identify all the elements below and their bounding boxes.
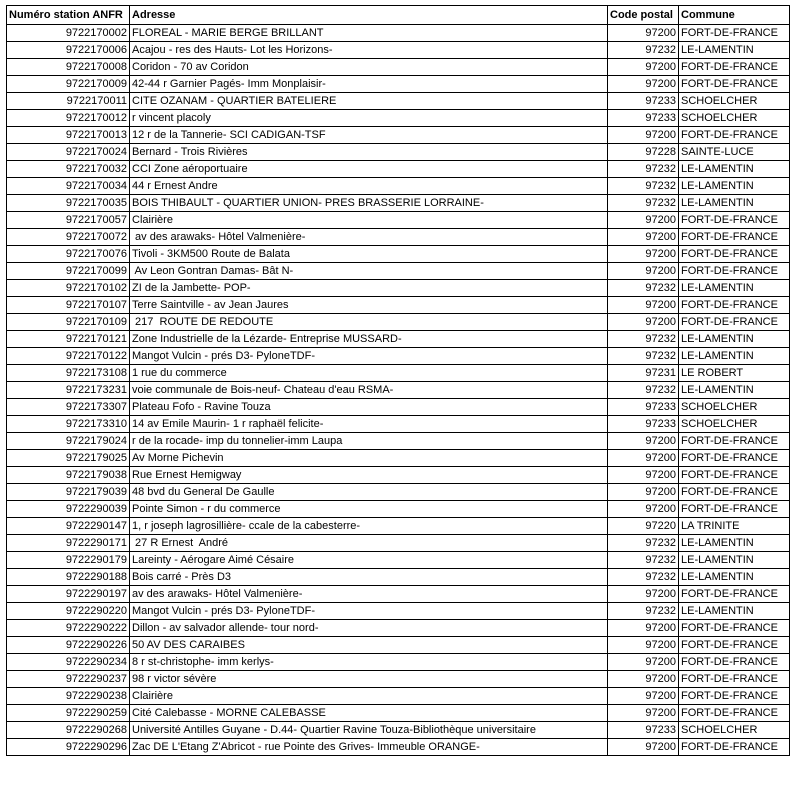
cell-numero-station-anfr[interactable]: 9722290039 [7,501,130,518]
table-row[interactable] [7,161,790,178]
table-header-row [7,6,790,25]
cell-adresse[interactable]: voie communale de Bois-neuf- Chateau d'eau RSMA- [130,382,608,399]
cell-commune[interactable]: FORT-DE-FRANCE [679,467,790,484]
cell-commune[interactable]: FORT-DE-FRANCE [679,586,790,603]
cell-adresse[interactable]: 1, r joseph lagrosillière- ccale de la cabesterre- [130,518,608,535]
cell-code-postal[interactable]: 97200 [608,314,679,331]
cell-adresse[interactable]: CCI Zone aéroportuaire [130,161,608,178]
table-row[interactable] [7,501,790,518]
cell-adresse[interactable]: Université Antilles Guyane - D.44- Quartier Ravine Touza-Bibliothèque universitaire [130,722,608,739]
cell-commune[interactable]: FORT-DE-FRANCE [679,59,790,76]
cell-code-postal[interactable]: 97200 [608,586,679,603]
cell-commune[interactable]: FORT-DE-FRANCE [679,433,790,450]
cell-code-postal[interactable]: 97200 [608,637,679,654]
cell-numero-station-anfr[interactable]: 9722170099 [7,263,130,280]
cell-code-postal[interactable]: 97200 [608,705,679,722]
table-row[interactable] [7,569,790,586]
cell-adresse[interactable]: 42-44 r Garnier Pagés- Imm Monplaisir- [130,76,608,93]
cell-commune[interactable]: SCHOELCHER [679,722,790,739]
cell-numero-station-anfr[interactable]: 9722179024 [7,433,130,450]
cell-numero-station-anfr[interactable]: 9722290234 [7,654,130,671]
cell-code-postal[interactable]: 97232 [608,280,679,297]
cell-commune[interactable]: LE-LAMENTIN [679,603,790,620]
cell-code-postal[interactable]: 97200 [608,246,679,263]
table-row[interactable] [7,433,790,450]
cell-commune[interactable]: LE-LAMENTIN [679,535,790,552]
cell-adresse[interactable]: Mangot Vulcin - prés D3- PyloneTDF- [130,348,608,365]
cell-adresse[interactable]: 27 R Ernest André [130,535,608,552]
cell-code-postal[interactable]: 97232 [608,348,679,365]
table-row[interactable] [7,25,790,42]
cell-adresse[interactable]: Pointe Simon - r du commerce [130,501,608,518]
cell-commune[interactable]: LE-LAMENTIN [679,178,790,195]
cell-code-postal[interactable]: 97200 [608,433,679,450]
column-header-code-postal[interactable]: Code postal [608,6,679,25]
cell-adresse[interactable]: Clairière [130,212,608,229]
cell-adresse[interactable]: av des arawaks- Hôtel Valmenière- [130,586,608,603]
cell-code-postal[interactable]: 97200 [608,620,679,637]
table-row[interactable] [7,280,790,297]
cell-numero-station-anfr[interactable]: 9722170032 [7,161,130,178]
cell-numero-station-anfr[interactable]: 9722170057 [7,212,130,229]
cell-numero-station-anfr[interactable]: 9722290222 [7,620,130,637]
cell-commune[interactable]: LE-LAMENTIN [679,161,790,178]
table-row[interactable] [7,246,790,263]
table-row[interactable] [7,93,790,110]
cell-numero-station-anfr[interactable]: 9722170024 [7,144,130,161]
cell-commune[interactable]: FORT-DE-FRANCE [679,76,790,93]
cell-numero-station-anfr[interactable]: 9722170008 [7,59,130,76]
cell-code-postal[interactable]: 97200 [608,467,679,484]
table-row[interactable] [7,416,790,433]
cell-adresse[interactable]: Tivoli - 3KM500 Route de Balata [130,246,608,263]
cell-code-postal[interactable]: 97200 [608,739,679,756]
cell-adresse[interactable]: CITE OZANAM - QUARTIER BATELIERE [130,93,608,110]
cell-commune[interactable]: LE-LAMENTIN [679,382,790,399]
cell-numero-station-anfr[interactable]: 9722170006 [7,42,130,59]
cell-adresse[interactable]: 1 rue du commerce [130,365,608,382]
cell-code-postal[interactable]: 97232 [608,603,679,620]
cell-adresse[interactable]: Acajou - res des Hauts- Lot les Horizons- [130,42,608,59]
cell-code-postal[interactable]: 97233 [608,399,679,416]
table-row[interactable] [7,450,790,467]
cell-commune[interactable]: SCHOELCHER [679,416,790,433]
cell-adresse[interactable]: Rue Ernest Hemigway [130,467,608,484]
cell-code-postal[interactable]: 97200 [608,212,679,229]
cell-code-postal[interactable]: 97200 [608,25,679,42]
cell-numero-station-anfr[interactable]: 9722170121 [7,331,130,348]
cell-commune[interactable]: SCHOELCHER [679,93,790,110]
stations-table [6,5,790,756]
cell-adresse[interactable]: Zac DE L'Etang Z'Abricot - rue Pointe des Grives- Immeuble ORANGE- [130,739,608,756]
table-row[interactable] [7,603,790,620]
table-row[interactable] [7,76,790,93]
cell-commune[interactable]: LE-LAMENTIN [679,280,790,297]
cell-commune[interactable]: FORT-DE-FRANCE [679,25,790,42]
cell-commune[interactable]: FORT-DE-FRANCE [679,705,790,722]
cell-commune[interactable]: LE-LAMENTIN [679,195,790,212]
cell-numero-station-anfr[interactable]: 9722290220 [7,603,130,620]
cell-code-postal[interactable]: 97200 [608,688,679,705]
cell-numero-station-anfr[interactable]: 9722290268 [7,722,130,739]
table-row[interactable] [7,59,790,76]
table-row[interactable] [7,110,790,127]
cell-numero-station-anfr[interactable]: 9722179038 [7,467,130,484]
table-row[interactable] [7,722,790,739]
table-row[interactable] [7,399,790,416]
cell-numero-station-anfr[interactable]: 9722170012 [7,110,130,127]
cell-adresse[interactable]: BOIS THIBAULT - QUARTIER UNION- PRES BRASSERIE LORRAINE- [130,195,608,212]
cell-adresse[interactable]: ZI de la Jambette- POP- [130,280,608,297]
table-row[interactable] [7,688,790,705]
cell-commune[interactable]: LE-LAMENTIN [679,569,790,586]
cell-numero-station-anfr[interactable]: 9722170035 [7,195,130,212]
cell-code-postal[interactable]: 97232 [608,552,679,569]
cell-code-postal[interactable]: 97232 [608,331,679,348]
table-row[interactable] [7,365,790,382]
cell-code-postal[interactable]: 97200 [608,671,679,688]
cell-code-postal[interactable]: 97232 [608,195,679,212]
table-row[interactable] [7,297,790,314]
cell-code-postal[interactable]: 97200 [608,297,679,314]
cell-adresse[interactable]: Av Leon Gontran Damas- Bât N- [130,263,608,280]
table-row[interactable] [7,212,790,229]
cell-commune[interactable]: LE-LAMENTIN [679,552,790,569]
cell-adresse[interactable]: Plateau Fofo - Ravine Touza [130,399,608,416]
cell-numero-station-anfr[interactable]: 9722290296 [7,739,130,756]
cell-code-postal[interactable]: 97232 [608,161,679,178]
table-row[interactable] [7,518,790,535]
cell-adresse[interactable]: Lareinty - Aérogare Aimé Césaire [130,552,608,569]
cell-adresse[interactable]: Zone Industrielle de la Lézarde- Entreprise MUSSARD- [130,331,608,348]
cell-code-postal[interactable]: 97220 [608,518,679,535]
cell-numero-station-anfr[interactable]: 9722170002 [7,25,130,42]
cell-commune[interactable]: FORT-DE-FRANCE [679,739,790,756]
cell-commune[interactable]: FORT-DE-FRANCE [679,501,790,518]
table-row[interactable] [7,229,790,246]
cell-commune[interactable]: FORT-DE-FRANCE [679,314,790,331]
column-header-commune[interactable]: Commune [679,6,790,25]
cell-numero-station-anfr[interactable]: 9722173310 [7,416,130,433]
table-row[interactable] [7,467,790,484]
table-body [7,25,790,756]
cell-adresse[interactable]: Mangot Vulcin - prés D3- PyloneTDF- [130,603,608,620]
cell-adresse[interactable]: 14 av Emile Maurin- 1 r raphaël felicite- [130,416,608,433]
table-row[interactable] [7,484,790,501]
cell-adresse[interactable]: Clairière [130,688,608,705]
cell-code-postal[interactable]: 97200 [608,654,679,671]
cell-numero-station-anfr[interactable]: 9722173108 [7,365,130,382]
cell-adresse[interactable]: Terre Saintville - av Jean Jaures [130,297,608,314]
table-row[interactable] [7,195,790,212]
cell-code-postal[interactable]: 97233 [608,93,679,110]
cell-numero-station-anfr[interactable]: 9722170011 [7,93,130,110]
cell-numero-station-anfr[interactable]: 9722170072 [7,229,130,246]
cell-code-postal[interactable]: 97200 [608,450,679,467]
table-row[interactable] [7,671,790,688]
cell-code-postal[interactable]: 97200 [608,263,679,280]
cell-code-postal[interactable]: 97200 [608,76,679,93]
cell-commune[interactable]: SAINTE-LUCE [679,144,790,161]
cell-numero-station-anfr[interactable]: 9722290179 [7,552,130,569]
cell-code-postal[interactable]: 97233 [608,110,679,127]
cell-adresse[interactable]: 98 r victor sévère [130,671,608,688]
cell-adresse[interactable]: FLOREAL - MARIE BERGE BRILLANT [130,25,608,42]
cell-commune[interactable]: FORT-DE-FRANCE [679,450,790,467]
cell-numero-station-anfr[interactable]: 9722170107 [7,297,130,314]
cell-commune[interactable]: SCHOELCHER [679,110,790,127]
cell-commune[interactable]: LE ROBERT [679,365,790,382]
cell-adresse[interactable]: Av Morne Pichevin [130,450,608,467]
cell-numero-station-anfr[interactable]: 9722170122 [7,348,130,365]
cell-adresse[interactable]: 8 r st-christophe- imm kerlys- [130,654,608,671]
table-row[interactable] [7,263,790,280]
cell-numero-station-anfr[interactable]: 9722290197 [7,586,130,603]
cell-numero-station-anfr[interactable]: 9722290171 [7,535,130,552]
cell-adresse[interactable]: Dillon - av salvador allende- tour nord- [130,620,608,637]
stations-table-container [6,5,789,756]
cell-commune[interactable]: FORT-DE-FRANCE [679,637,790,654]
cell-code-postal[interactable]: 97233 [608,416,679,433]
cell-code-postal[interactable]: 97232 [608,535,679,552]
table-row[interactable] [7,42,790,59]
cell-adresse[interactable]: r de la rocade- imp du tonnelier-imm Laupa [130,433,608,450]
cell-numero-station-anfr[interactable]: 9722170076 [7,246,130,263]
table-row[interactable] [7,586,790,603]
table-row[interactable] [7,552,790,569]
column-header-adresse[interactable]: Adresse [130,6,608,25]
table-row[interactable] [7,637,790,654]
cell-numero-station-anfr[interactable]: 9722179039 [7,484,130,501]
cell-commune[interactable]: FORT-DE-FRANCE [679,654,790,671]
cell-code-postal[interactable]: 97200 [608,127,679,144]
cell-numero-station-anfr[interactable]: 9722290238 [7,688,130,705]
cell-commune[interactable]: LE-LAMENTIN [679,42,790,59]
cell-commune[interactable]: LE-LAMENTIN [679,331,790,348]
table-row[interactable] [7,127,790,144]
table-row[interactable] [7,382,790,399]
cell-adresse[interactable]: av des arawaks- Hôtel Valmenière- [130,229,608,246]
cell-adresse[interactable]: 50 AV DES CARAIBES [130,637,608,654]
table-row[interactable] [7,535,790,552]
table-row[interactable] [7,314,790,331]
cell-code-postal[interactable]: 97200 [608,59,679,76]
cell-adresse[interactable]: 217 ROUTE DE REDOUTE [130,314,608,331]
cell-code-postal[interactable]: 97232 [608,382,679,399]
cell-adresse[interactable]: 48 bvd du General De Gaulle [130,484,608,501]
cell-adresse[interactable]: Bois carré - Près D3 [130,569,608,586]
cell-commune[interactable]: FORT-DE-FRANCE [679,620,790,637]
table-row[interactable] [7,331,790,348]
cell-commune[interactable]: FORT-DE-FRANCE [679,229,790,246]
cell-numero-station-anfr[interactable]: 9722179025 [7,450,130,467]
cell-commune[interactable]: SCHOELCHER [679,399,790,416]
table-row[interactable] [7,620,790,637]
table-row[interactable] [7,178,790,195]
table-row[interactable] [7,705,790,722]
cell-numero-station-anfr[interactable]: 9722170109 [7,314,130,331]
cell-commune[interactable]: FORT-DE-FRANCE [679,246,790,263]
cell-numero-station-anfr[interactable]: 9722290237 [7,671,130,688]
cell-numero-station-anfr[interactable]: 9722290226 [7,637,130,654]
cell-numero-station-anfr[interactable]: 9722173231 [7,382,130,399]
cell-code-postal[interactable]: 97232 [608,569,679,586]
cell-commune[interactable]: FORT-DE-FRANCE [679,688,790,705]
cell-adresse[interactable]: 44 r Ernest Andre [130,178,608,195]
table-row[interactable] [7,739,790,756]
cell-code-postal[interactable]: 97232 [608,178,679,195]
cell-code-postal[interactable]: 97233 [608,722,679,739]
cell-code-postal[interactable]: 97200 [608,484,679,501]
column-header-numero-station-anfr[interactable]: Numéro station ANFR [7,6,130,25]
table-row[interactable] [7,654,790,671]
cell-code-postal[interactable]: 97232 [608,42,679,59]
cell-numero-station-anfr[interactable]: 9722170013 [7,127,130,144]
cell-code-postal[interactable]: 97228 [608,144,679,161]
cell-commune[interactable]: FORT-DE-FRANCE [679,484,790,501]
table-row[interactable] [7,144,790,161]
cell-code-postal[interactable]: 97231 [608,365,679,382]
cell-numero-station-anfr[interactable]: 9722170034 [7,178,130,195]
table-header [7,6,790,25]
cell-code-postal[interactable]: 97200 [608,501,679,518]
cell-adresse[interactable]: Bernard - Trois Rivières [130,144,608,161]
cell-commune[interactable]: FORT-DE-FRANCE [679,127,790,144]
table-row[interactable] [7,348,790,365]
cell-commune[interactable]: FORT-DE-FRANCE [679,671,790,688]
cell-commune[interactable]: FORT-DE-FRANCE [679,263,790,280]
cell-commune[interactable]: FORT-DE-FRANCE [679,297,790,314]
cell-commune[interactable]: FORT-DE-FRANCE [679,212,790,229]
cell-code-postal[interactable]: 97200 [608,229,679,246]
cell-numero-station-anfr[interactable]: 9722290147 [7,518,130,535]
cell-numero-station-anfr[interactable]: 9722170102 [7,280,130,297]
cell-numero-station-anfr[interactable]: 9722173307 [7,399,130,416]
cell-adresse[interactable]: 12 r de la Tannerie- SCI CADIGAN-TSF [130,127,608,144]
cell-commune[interactable]: LE-LAMENTIN [679,348,790,365]
cell-adresse[interactable]: Cité Calebasse - MORNE CALEBASSE [130,705,608,722]
cell-numero-station-anfr[interactable]: 9722290188 [7,569,130,586]
cell-adresse[interactable]: r vincent placoly [130,110,608,127]
cell-numero-station-anfr[interactable]: 9722170009 [7,76,130,93]
cell-numero-station-anfr[interactable]: 9722290259 [7,705,130,722]
cell-adresse[interactable]: Coridon - 70 av Coridon [130,59,608,76]
cell-commune[interactable]: LA TRINITE [679,518,790,535]
